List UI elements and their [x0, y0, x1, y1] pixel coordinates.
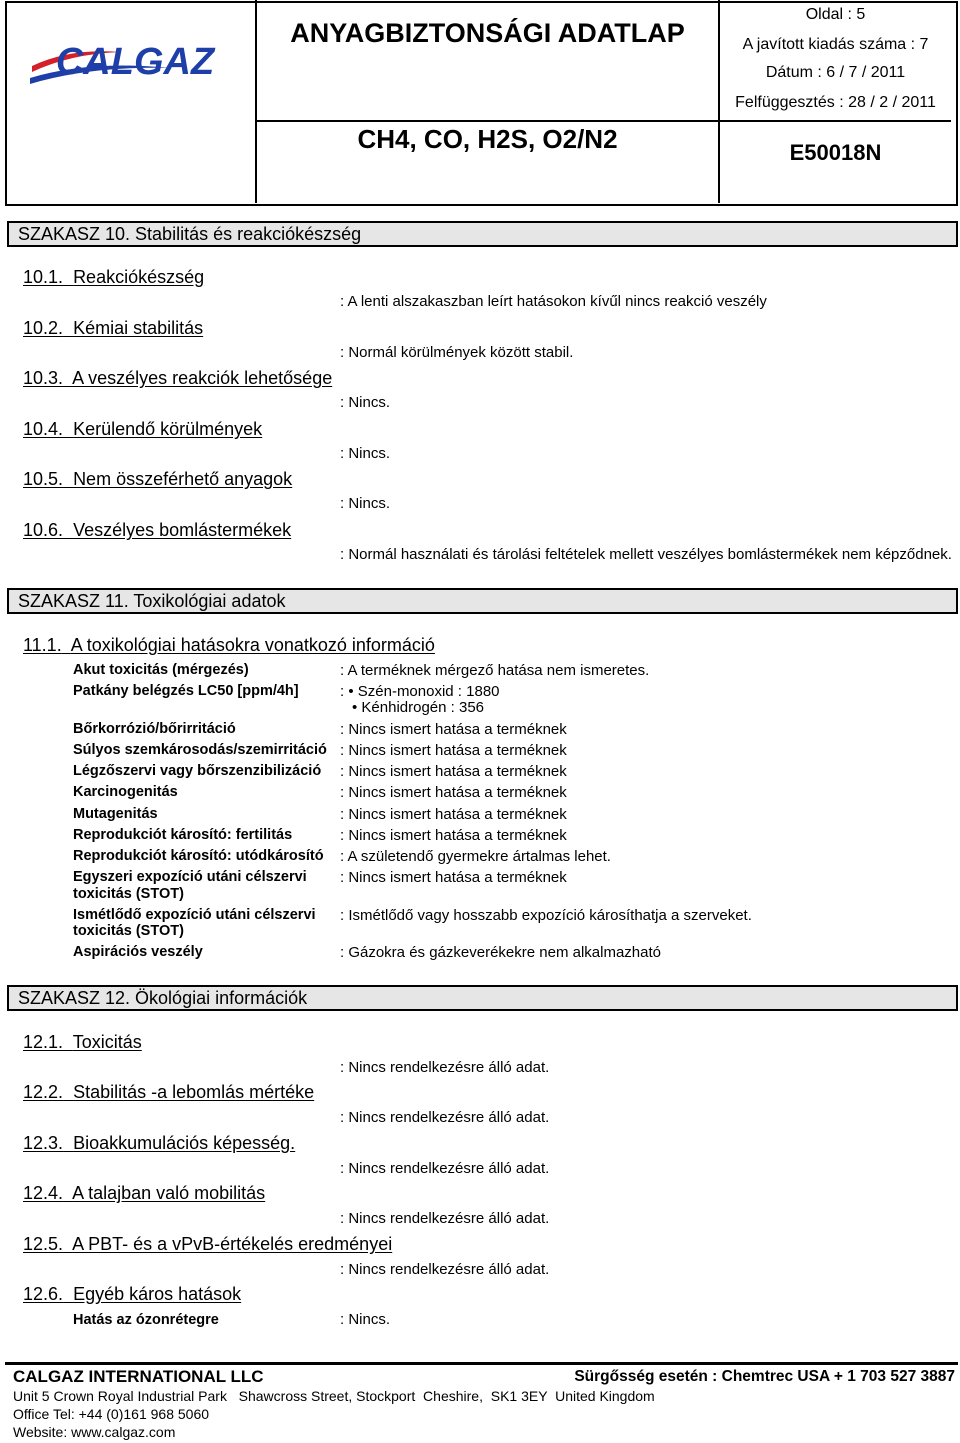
- tox-label: Mutagenitás: [73, 806, 158, 822]
- subsection-10-3-value: : Nincs.: [340, 394, 391, 411]
- subsection-10-2-title: 10.2. Kémiai stabilitás: [23, 318, 204, 338]
- tox-label: Karcinogenitás: [73, 784, 178, 800]
- tox-label: Reprodukciót károsító: fertilitás: [73, 827, 293, 843]
- footer-divider: [5, 1362, 958, 1365]
- tox-value: : Ismétlődő vagy hosszabb expozíció károsíthatja a szerveket.: [340, 907, 752, 924]
- company-address: Unit 5 Crown Royal Industrial Park Shawcross Street, Stockport Cheshire, SK1 3EY United Kingdom: [13, 1388, 655, 1404]
- tox-label: Légzőszervi vagy bőrszenzibilizáció: [73, 763, 322, 779]
- tox-value: : A terméknek mérgező hatása nem ismeretes.: [340, 662, 650, 679]
- subsection-10-5-value: : Nincs.: [340, 495, 391, 512]
- company-name: CALGAZ INTERNATIONAL LLC: [13, 1367, 264, 1386]
- emergency-phone: Sürgősség esetén : Chemtrec USA + 1 703 527 3887: [574, 1368, 955, 1385]
- tox-value: : Nincs ismert hatása a terméknek: [340, 742, 567, 759]
- subsection-12-5-value: : Nincs rendelkezésre álló adat.: [340, 1261, 550, 1278]
- supersedes-date: Felfüggesztés : 28 / 2 / 2011: [735, 94, 936, 111]
- subsection-10-5-title: 10.5. Nem összeférhető anyagok: [23, 469, 293, 489]
- tox-label: Egyszeri expozíció utáni célszervi: [73, 869, 307, 885]
- tox-label: Aspirációs veszély: [73, 944, 203, 960]
- tox-label: Bőrkorrózió/bőrirritáció: [73, 721, 236, 737]
- tox-value: : Nincs ismert hatása a terméknek: [340, 784, 567, 801]
- subsection-10-1-value: : A lenti alszakaszban leírt hatásokon kívűl nincs reakció veszély: [340, 293, 767, 310]
- subsection-10-2-value: : Normál körülmények között stabil.: [340, 344, 574, 361]
- tox-value: : Nincs ismert hatása a terméknek: [340, 827, 567, 844]
- tox-label: Ismétlődő expozíció utáni célszervi: [73, 907, 316, 923]
- product-code: E50018N: [789, 140, 882, 165]
- subsection-12-3-title: 12.3. Bioakkumulációs képesség.: [23, 1133, 296, 1153]
- tox-value: : Nincs ismert hatása a terméknek: [340, 869, 567, 886]
- section-12-header: SZAKASZ 12. Ökológiai információk: [7, 985, 958, 1011]
- logo-text: CALGAZ: [55, 41, 215, 83]
- tox-label: Reprodukciót károsító: utódkárosító: [73, 848, 324, 864]
- subsection-12-2-value: : Nincs rendelkezésre álló adat.: [340, 1109, 550, 1126]
- tox-value: : Gázokra és gázkeverékekre nem alkalmazható: [340, 944, 661, 961]
- ozone-label: Hatás az ózonrétegre: [73, 1312, 219, 1328]
- subsection-12-5-title: 12.5. A PBT- és a vPvB-értékelés eredményei: [23, 1234, 393, 1254]
- subsection-10-1-title: 10.1. Reakciókészség: [23, 267, 205, 287]
- subsection-12-1-value: : Nincs rendelkezésre álló adat.: [340, 1059, 550, 1076]
- subsection-10-6-value: : Normál használati és tárolási feltételek mellett veszélyes bomlástermékek nem képződnek.: [340, 546, 952, 563]
- calgaz-logo: [30, 38, 240, 88]
- subsection-12-4-title: 12.4. A talajban való mobilitás: [23, 1183, 266, 1203]
- subsection-12-3-value: : Nincs rendelkezésre álló adat.: [340, 1160, 550, 1177]
- subsection-10-4-value: : Nincs.: [340, 445, 391, 462]
- tox-label: Patkány belégzés LC50 [ppm/4h]: [73, 683, 299, 699]
- product-name: CH4, CO, H2S, O2/N2: [357, 124, 618, 154]
- website: Website: www.calgaz.com: [13, 1424, 176, 1440]
- subsection-10-4-title: 10.4. Kerülendő körülmények: [23, 419, 263, 439]
- tox-value: : • Szén-monoxid : 1880: [340, 683, 500, 700]
- tox-label: Súlyos szemkárosodás/szemirritáció: [73, 742, 327, 758]
- subsection-10-3-title: 10.3. A veszélyes reakciók lehetősége: [23, 368, 333, 388]
- header-divider: [255, 120, 951, 122]
- tox-label: Akut toxicitás (mérgezés): [73, 662, 249, 678]
- subsection-12-1-title: 12.1. Toxicitás: [23, 1032, 142, 1052]
- tox-label: toxicitás (STOT): [73, 886, 184, 902]
- tox-value: • Kénhidrogén : 356: [352, 699, 485, 716]
- subsection-11-1-title: 11.1. A toxikológiai hatásokra vonatkozó információ: [23, 635, 435, 655]
- ozone-value: : Nincs.: [340, 1311, 391, 1328]
- page-number: Oldal : 5: [805, 6, 866, 23]
- subsection-12-2-title: 12.2. Stabilitás -a lebomlás mértéke: [23, 1082, 315, 1102]
- tox-value: : Nincs ismert hatása a terméknek: [340, 721, 567, 738]
- subsection-12-4-value: : Nincs rendelkezésre álló adat.: [340, 1210, 550, 1227]
- section-10-header: SZAKASZ 10. Stabilitás és reakciókészség: [7, 221, 958, 247]
- tox-value: : Nincs ismert hatása a terméknek: [340, 763, 567, 780]
- revision-number: A javított kiadás száma : 7: [742, 36, 929, 53]
- tox-value: : A születendő gyermekre ártalmas lehet.: [340, 848, 611, 865]
- tox-label: toxicitás (STOT): [73, 923, 184, 939]
- document-title: ANYAGBIZTONSÁGI ADATLAP: [290, 18, 685, 48]
- subsection-10-6-title: 10.6. Veszélyes bomlástermékek: [23, 520, 292, 540]
- tox-value: : Nincs ismert hatása a terméknek: [340, 806, 567, 823]
- subsection-12-6-title: 12.6. Egyéb káros hatások: [23, 1284, 242, 1304]
- issue-date: Dátum : 6 / 7 / 2011: [765, 64, 906, 81]
- section-11-header: SZAKASZ 11. Toxikológiai adatok: [7, 588, 958, 614]
- office-telephone: Office Tel: +44 (0)161 968 5060: [13, 1406, 210, 1422]
